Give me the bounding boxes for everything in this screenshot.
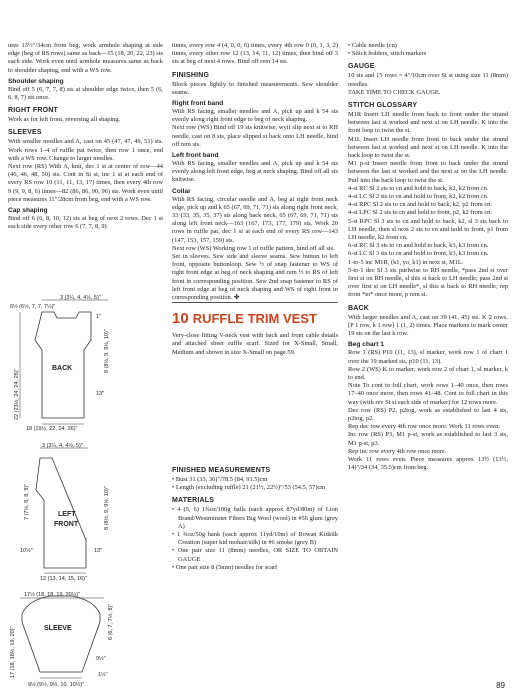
front-left-measure: 7 (7½, 8, 8, 9)" — [24, 483, 30, 520]
measurement-item: • Length (excluding ruffle) 21 (21½, 22½)"/53 (54.5, 57)cm — [172, 484, 326, 492]
back-bottom-measure: 18 (19½, 22, 24, 26)" — [26, 426, 78, 432]
body-text: 10 sts and 15 rows = 4"/10cm over St st using size 11 (8mm) needles. — [348, 72, 508, 88]
sleeve-schematic — [9, 591, 114, 688]
sleeve-bottom-measure: 9½ (9½, 9½, 10, 10½)" — [28, 682, 85, 688]
materials-item: • One pair size 11 (8mm) needles, OR SIZE TO OBTAIN GAUGE — [172, 547, 338, 563]
middle-column — [172, 42, 338, 572]
heading-sleeves: SLEEVES — [8, 129, 42, 137]
glossary-entry: M1R Insert LH needle from back to front under the strand between last st worked and next st on LH needle. K into the front loop to twist the st. — [348, 111, 508, 135]
materials-item: • Stitch holders, stitch markers — [348, 50, 427, 58]
sleeve-right-mid: 1½" — [98, 672, 108, 678]
glossary-entry: 4-st LPC Sl 2 sts to cn and hold to front, p2, k2 from cn. — [348, 209, 492, 217]
subheading-shoulder-shaping: Shoulder shaping — [8, 77, 64, 85]
pattern-title-bar — [172, 302, 338, 326]
body-text: With larger needles and A, cast on 39 (41, 45) sts. K 2 rows. [P 1 row, k 1 row] 1 (1, 2) times. Place markers to mark center 19 sts on the last k row. — [348, 313, 508, 338]
body-text: Row 2 (WS) K to marker, work row 2 of chart 1, sl marker, k to end. — [348, 365, 508, 381]
left-front-schematic — [20, 442, 110, 582]
subheading-cap-shaping: Cap shaping — [8, 207, 48, 215]
back-schematic — [10, 294, 110, 432]
page-number: 89 — [496, 681, 505, 690]
back-right-mid: 8 (8½, 9, 9½, 10)" — [104, 329, 110, 373]
body-text: Set in sleeves. Sew side and sleeve seams. Sew button to left front, opposite buttonloop. Sew ½ of snap fastener to WS of right front edge at beg of neck shaping and rem ½ to RS of left front in corresponding position. Sew 2nd snap fastener to RS of left front edge at beg of neck shaping and WS of right front in corresponding position. ✤ — [172, 253, 338, 302]
glossary-entry: M1 p-st Insert needle from front to back under the strand between the last st worked and the next st on the LH needle. Purl into the back loop to twist the st. — [348, 160, 508, 184]
pattern-title — [172, 311, 338, 326]
sleeve-label: SLEEVE — [44, 625, 72, 632]
subheading-beg-chart: Beg chart 1 — [348, 341, 384, 349]
schematic-diagrams — [0, 0, 170, 700]
glossary-entry: M1L Insert LH needle from front to back under the strand between last st worked and next st on LH needle. K into the back loop to twist the st. — [348, 135, 508, 160]
front-label-1: LEFT — [58, 511, 76, 518]
back-left-measure: 22 (23½, 24, 24, 26)" — [14, 368, 20, 420]
materials-item: • Cable needle (cn) — [348, 42, 397, 49]
body-text: With smaller needles and A, cast on 45 (47, 47, 49, 51) sts. Work rows 1–4 of ruffle pat twice, then row 1 once, end with a WS row. Change to larger needles. — [8, 138, 163, 162]
body-text: Next row (RS) With A, knit, dec 1 st at center of row—44 (46, 46, 48, 50) sts. Cont in St st, inc 1 st at each end of every RS row 10 (11, 11, 13, 17) times, then every 4th row 9 (9, 9, 8, 6) times—82 (86, 86, 90, 96) sts. Work even until piece measures 11"/28cm from beg, end with a WS row. — [8, 163, 163, 203]
heading-right-front: RIGHT FRONT — [8, 107, 59, 115]
subheading-collar: Collar — [172, 187, 191, 195]
back-right-low: 13" — [96, 391, 105, 397]
glossary-entry: 4-st RPC Sl 2 sts to cn and hold to back, k2, p2 from cn. — [348, 201, 492, 209]
body-text: Inc row (RS) P3, M1 p-st, work as established to last 3 sts, M1 p-st, p3. — [348, 431, 508, 447]
body-text: Rep dec row every 4th row once more. Work 11 rows even. — [348, 423, 500, 431]
body-text: With RS facing, smaller needles and A, pick up and k 54 sts evenly along right front edge to beg of neck shaping. — [172, 108, 338, 124]
right-column — [348, 42, 508, 472]
heading-gauge: GAUGE — [348, 63, 375, 71]
body-text: Bind off 6 (6, 8, 10, 12) sts at beg of next 2 rows. Dec 1 st each side every other row 6 (7, 7, 8, 9) — [8, 215, 163, 231]
body-text: Next row (WS) Bind off 19 sts knitwise, wyif slip next st to RH needle, cast on 8 sts, place slipped st back onto LH needle, bind off rem sts. — [172, 124, 338, 148]
pattern-description: Very-close fitting V-neck vest with back and front cable details and attached sheer ruffle scarf. Sized for X-Small, Small, Medium and shown in size X-Small on page 59. — [172, 332, 338, 356]
body-text: Next row (WS) Working row 1 of ruffle pattern, bind off all sts. — [172, 244, 335, 252]
body-text: Block pieces lightly to finished measurements. Sew shoulder seams. — [172, 80, 338, 96]
body-text: Row 1 (RS) P10 (11, 13), sl marker, work row 1 of chart 1 over the 19 marked sts, p10 (11, 13). — [348, 349, 508, 365]
body-text: Work 11 rows even. Piece measures approx 13½ (13½, 14)"/34 (34, 35.5)cm from beg. — [348, 455, 508, 472]
body-text: TAKE TIME TO CHECK GAUGE. — [348, 88, 441, 96]
glossary-entry: 5-to-1 dec Sl 3 sts purlwise to RH needle, *pass 2nd st over first st on RH needle, sl this st back to LH needle; pass 2nd st over first st on LH needle*, sl this st back to RH needle; rep from *to* once more, p rem st. — [348, 266, 508, 299]
body-text: Dec row (RS) P2, p2tog, work as established to last 4 sts, p2tog, p2. — [348, 406, 508, 422]
front-left-low: 10½" — [20, 548, 33, 554]
back-neck-measure: 6½ (6½, 7, 7, 7½)" — [10, 304, 56, 310]
back-top-measure: 3 (3¼, 4, 4½, 5)" — [60, 295, 101, 301]
body-text: Work as for left front, reversing all shaping. — [8, 116, 121, 124]
front-right-low: 13" — [94, 548, 103, 554]
body-text: Bind off 5 (6, 7, 7, 8) sts at shoulder edge twice, then 5 (6, 6, 8, 7) sts once. — [8, 85, 163, 102]
sleeve-right-low: 9½" — [96, 656, 106, 662]
heading-stitch-glossary: STITCH GLOSSARY — [348, 102, 418, 110]
blank-space — [172, 357, 338, 462]
glossary-entry: 4-st RC Sl 2 sts to cn and hold to back, k2, k2 from cn. — [348, 184, 489, 192]
body-text: With RS facing, circular needle and A, beg at right front neck edge, pick up and k 65 (67, 69, 71, 71) sts along right front neck, 33 (33, 35, 35, 37) sts along back neck, 65 (67, 69, 71, 71) sts along left front neck—163 (167, 173, 177, 179) sts. Work 20 rows in ruffle pat, dec 1 st at each end of every RS row—143 (147, 153, 157, 159) sts. — [172, 195, 338, 244]
body-text: times, every row 4 (4, 0, 0, 0) times, every 4th row 0 (0, 1, 3, 2) times, every other row 12 (13, 14, 11, 12) times, then bind off 3 sts at beg of next 4 rows. Bind off rem 14 sts. — [172, 42, 338, 66]
pattern-number: 10 — [172, 310, 189, 328]
heading-materials: MATERIALS — [172, 497, 215, 505]
materials-item: • One pair size 8 (5mm) needles for scarf — [172, 563, 278, 571]
body-text: Note To cont to foll chart, work rows 1–40 once, then rows 17–40 once more, then rows 41–48. Cont to foll chart in this way (with rev St st each side of marker) for 12 rows more. — [348, 382, 508, 406]
heading-back: BACK — [348, 304, 370, 312]
sleeve-top-measure: 17½ (18, 18, 19, 20¼)" — [24, 592, 81, 598]
back-right-top: 1" — [96, 314, 102, 320]
sleeve-left-measure: 17 (18, 18½, 19, 20)" — [10, 626, 16, 678]
glossary-entry: 6-st LC Sl 3 sts to cn and hold to front, k3, k3 from cn. — [348, 250, 489, 258]
heading-finished-measurements: FINISHED MEASUREMENTS — [172, 466, 271, 474]
front-bottom-measure: 12 (13, 14, 15, 16)" — [40, 576, 87, 582]
body-text: With RS facing, smaller needles and A, pick up and k 54 sts evenly along left front edge, beg at neck shaping. Bind off all sts knitwise. — [172, 160, 338, 184]
glossary-entry: 5-st RPC Sl 3 sts to cn and hold to back, k2, sl 3 sts back to LH needle, then sl next 2 sts to cn and hold to front, p1 from LH needle, k2 from cn. — [348, 217, 508, 242]
sleeve-right-top: 6 (6, 7, 7½, 8)" — [108, 603, 114, 640]
materials-item: • 1 ¾oz/50g hank (each approx 11yd/10m) of Rowan Kidsilk Creation (super kid mohair/silk) in #6 smoke (grey B) — [172, 530, 338, 547]
front-label-2: FRONT — [54, 521, 79, 528]
front-right-mid: 8 (8½, 9, 9½, 10)" — [104, 486, 110, 530]
front-top-measure: 3 (3¼, 4, 4½, 5)" — [42, 443, 83, 449]
back-label: BACK — [52, 365, 73, 372]
glossary-entry: 4-st LC Sl 2 sts to cn and hold to front, k2, k2 from cn. — [348, 193, 489, 201]
measurement-item: • Bust 31 (33, 36)"/78.5 (84, 91.5)cm — [172, 475, 268, 483]
materials-item: • 4 (5, 6) 1¾oz/100g balls (each approx 87yd/80m) of Lion Brand/Westminster Fibers Big Wool (wool) in #56 glum (grey A) — [172, 506, 338, 530]
subheading-left-front-band: Left front band — [172, 152, 219, 160]
body-text: Rep inc row every 4th row once more. — [348, 447, 447, 455]
glossary-entry: 6-st RC Sl 3 sts to cn and hold to back, k3, k3 from cn. — [348, 242, 489, 250]
glossary-entry: 1-to-5 inc M1R, (k1, yo, k1) in next st, M1L. — [348, 258, 464, 266]
body-text: ures 13½"/34cm from beg, work armhole shaping at side edge (beg of RS rows) same as back—15 (18, 20, 22, 23) sts each side. Work even until armhole measures same as back to shoulder shaping, end with a WS row. — [8, 42, 163, 74]
pattern-title-text: RUFFLE TRIM VEST — [192, 311, 317, 327]
heading-finishing: FINISHING — [172, 71, 210, 79]
subheading-right-front-band: Right front band — [172, 100, 224, 108]
